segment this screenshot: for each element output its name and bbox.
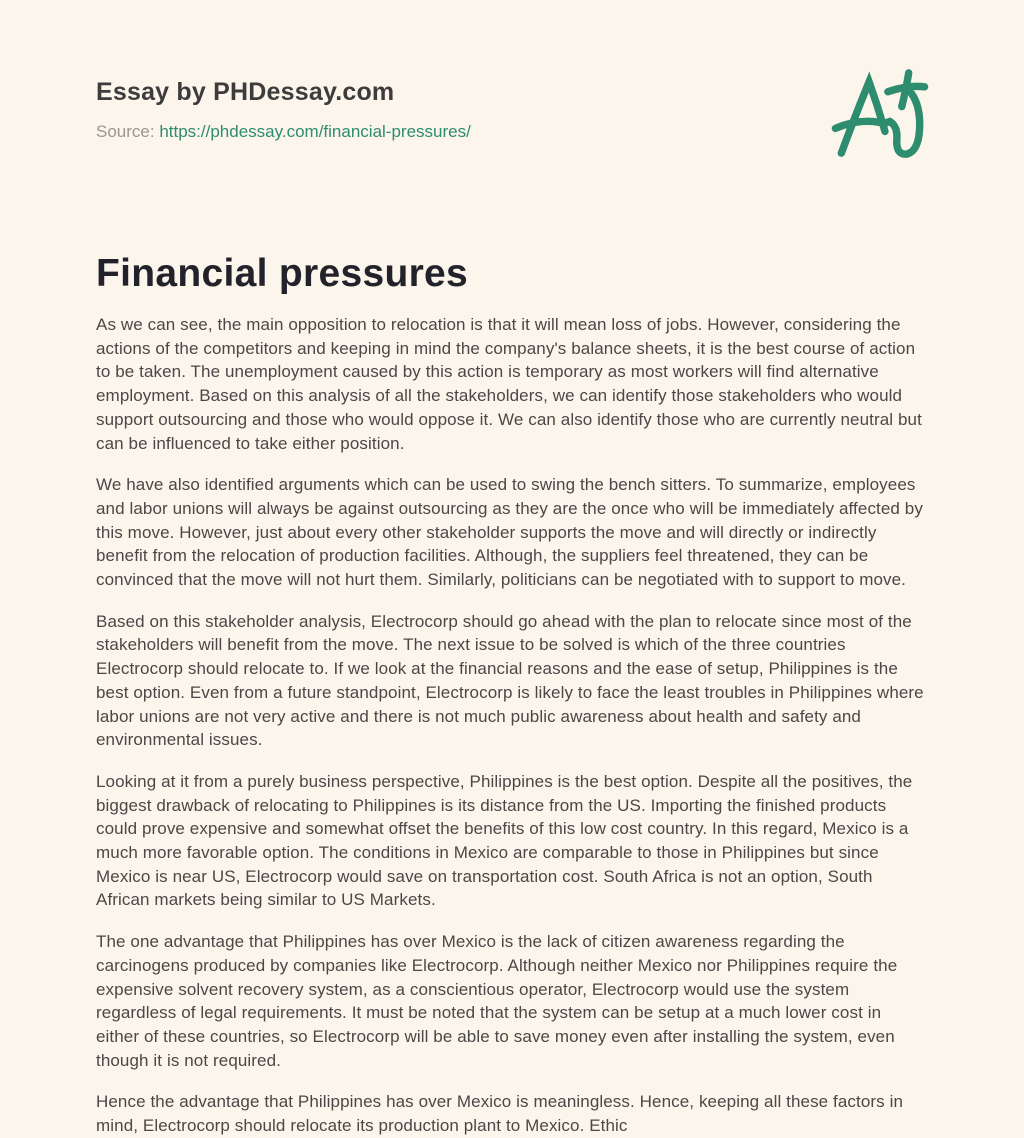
site-title: Essay by PHDessay.com [96,78,395,106]
essay-title: Financial pressures [96,252,469,295]
phdessay-logo [828,66,928,170]
essay-paragraph: As we can see, the main opposition to relocation is that it will mean loss of jobs. However, considering the actions of the competitors and keeping in mind the company's balance sheets, it is the best course of action to be taken. The unemployment caused by this action is temporary as most workers will find alternative employment. Based on this analysis of all the stakeholders, we can identify those stakeholders who would support outsourcing and those who would oppose it. We can also identify those who are currently neutral but can be influenced to take either position. [96,315,922,453]
header-text-block [96,78,471,142]
source-label: Source: [96,122,155,141]
page-header [96,78,928,170]
a-plus-swoosh-icon [828,66,928,170]
source-line [96,122,471,142]
essay-paragraph: Based on this stakeholder analysis, Electrocorp should go ahead with the plan to relocate since most of the stakeholders will benefit from the move. The next issue to be solved is which of the three countries Electrocorp should relocate to. If we look at the financial reasons and the ease of setup, Philippines is the best option. Even from a future standpoint, Electrocorp is likely to face the least troubles in Philippines where labor unions are not very active and there is not much public awareness about health and safety and environmental issues. [96,611,924,750]
essay-paragraph: The one advantage that Philippines has over Mexico is the lack of citizen awareness regarding the carcinogens produced by companies like Electrocorp. Although neither Mexico nor Philippines require the expensive solvent recovery system, as a conscientious operator, Electrocorp would use the system regardless of legal requirements. It must be noted that the system can be setup at a much lower cost in either of these countries, so Electrocorp will be able to save money even after installing the system, even though it is not required. [96,932,898,1070]
essay-body [96,313,928,1138]
essay-paragraph: We have also identified arguments which can be used to swing the bench sitters. To summarize, employees and labor unions will always be against outsourcing as they are the once who will be immediately affected by this move. However, just about every other stakeholder supports the move and will directly or indirectly benefit from the relocation of production facilities. Although, the suppliers feel threatened, they can be convinced that the move will not hurt them. Similarly, politicians can be negotiated with to support to move. [96,475,923,590]
essay-paragraph: Looking at it from a purely business perspective, Philippines is the best option. Despite all the positives, the biggest drawback of relocating to Philippines is its distance from the US. Importing the finished products could prove expensive and somewhat offset the benefits of this low cost country. In this regard, Mexico is a much more favorable option. The conditions in Mexico are comparable to those in Philippines but since Mexico is near US, Electrocorp would save on transportation cost. South Africa is not an option, South African markets being similar to US Markets. [96,771,913,910]
source-link[interactable]: https://phdessay.com/financial-pressures/ [159,122,471,141]
essay-paragraph: Hence the advantage that Philippines has over Mexico is meaningless. Hence, keeping all these factors in mind, Electrocorp should relocate its production plant to Mexico. Ethic [96,1092,904,1136]
